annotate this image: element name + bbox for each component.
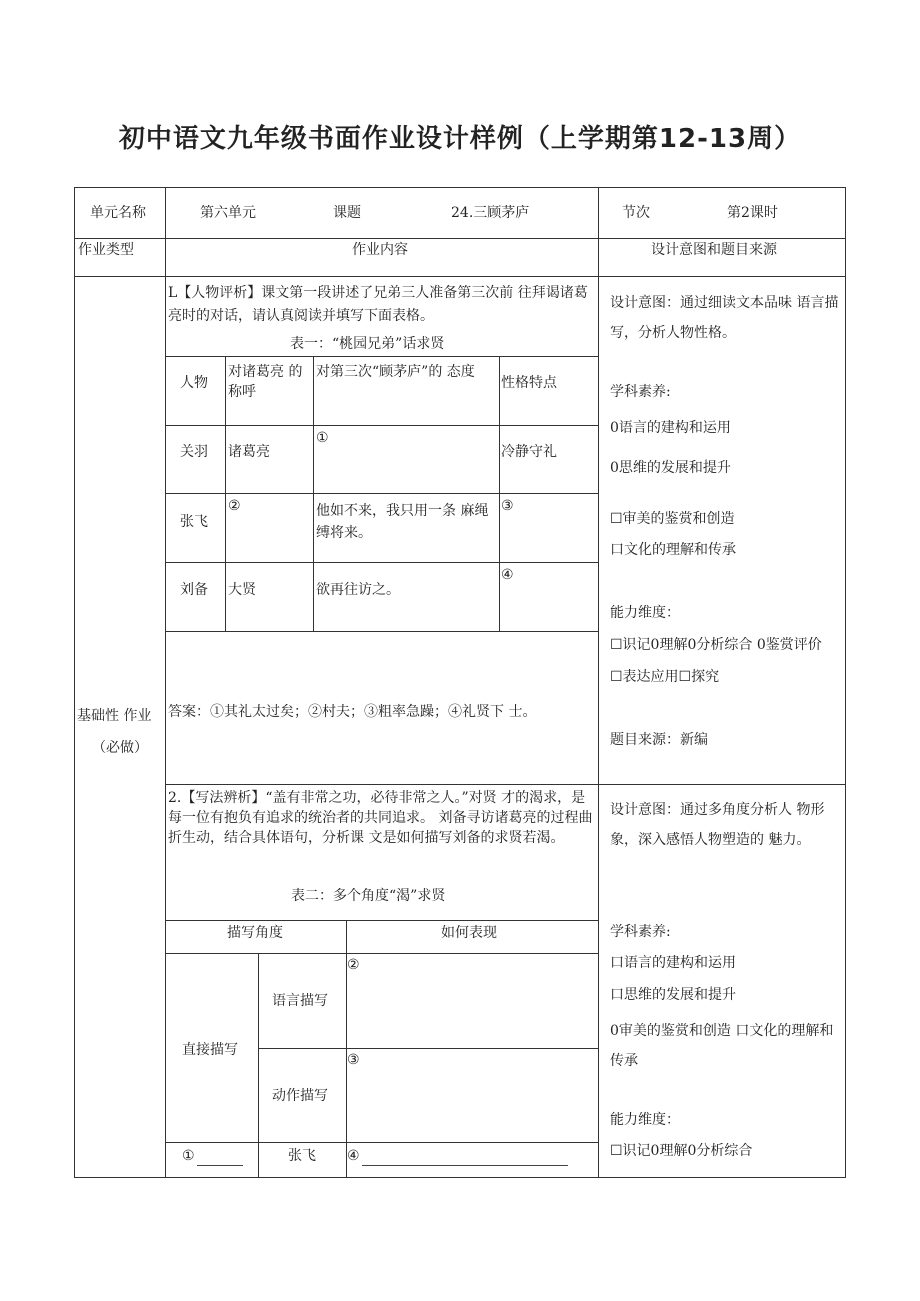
t2-group-direct: 直接描写	[182, 1042, 238, 1058]
category-note: （必做）	[92, 740, 148, 756]
lesson-value: 24.三顾茅庐	[451, 205, 530, 221]
answer-blank	[362, 1150, 568, 1166]
t1-header-trait: 性格特点	[501, 375, 557, 391]
design1-ability-2: ☐表达应用☐探究	[610, 669, 720, 685]
t1-header-address: 对诸葛亮 的称呼	[228, 364, 303, 400]
task2-prompt: 2.【写法辨析】“盖有非常之功，必待非常之人。”对贤 才的渴求，是每一位有抱负有追求的统治者的共同追求。 刘备寻访诸葛亮的过程曲折生动，结合具体语句，分析课 文是如何描写刘备的求贤若渴。	[168, 790, 593, 846]
t2-header-how: 如何表现	[441, 925, 497, 941]
task1-answer: 答案：①其礼太过矣；②村夫；③粗率急躁；④礼贤下 士。	[168, 704, 537, 720]
task2-table-title: 表二：多个角度“渴”求贤	[291, 888, 446, 904]
t1-row1-trait: 冷静守礼	[501, 444, 557, 460]
design1-ability-1: ☐识记0理解0分析综合 0鉴赏评价	[610, 637, 822, 653]
design2-ability-label: 能力维度：	[610, 1112, 680, 1128]
task1-table-title: 表一：“桃园兄弟”话求贤	[290, 336, 445, 352]
design1-literacy-2: 0思维的发展和提升	[610, 460, 731, 476]
design2-literacy-1: 口语言的建构和运用	[610, 955, 736, 971]
category-name: 基础性 作业	[77, 708, 152, 724]
t2-row2-how: ③	[347, 1052, 360, 1068]
t2-last-marker-4: ④	[347, 1148, 360, 1164]
t1-row2-attitude: 他如不来，我只用一条 麻绳缚将来。	[316, 503, 489, 541]
design2-literacy-3: 0审美的鉴赏和创造 口文化的理解和传承	[610, 1023, 834, 1069]
unit-label: 单元名称	[90, 205, 146, 221]
t2-last-marker-1: ①	[182, 1148, 195, 1164]
col-content-header: 作业内容	[352, 242, 408, 258]
t1-row1-person: 关羽	[180, 444, 208, 460]
design1-intent: 设计意图：通过细读文本品味 语言描写，分析人物性格。	[610, 295, 839, 341]
t2-header-angle: 描写角度	[227, 925, 283, 941]
t1-row2-address: ②	[228, 498, 241, 514]
design2-ability-1: ☐识记0理解0分析综合	[610, 1143, 753, 1159]
t1-row1-address: 诸葛亮	[228, 444, 270, 460]
t1-row3-person: 刘备	[180, 582, 208, 598]
t2-row2-angle: 动作描写	[272, 1088, 328, 1104]
t2-last-blank-4[interactable]	[347, 1146, 568, 1166]
t2-last-person: 张飞	[288, 1148, 316, 1164]
t2-row1-angle: 语言描写	[272, 993, 328, 1009]
t1-row3-trait: ④	[501, 567, 514, 583]
page-title: 初中语文九年级书面作业设计样例（上学期第12-13周）	[118, 124, 802, 154]
t1-row3-attitude: 欲再往访之。	[316, 582, 400, 598]
design1-literacy-1: 0语言的建构和运用	[610, 420, 731, 436]
session-label: 节次	[622, 205, 650, 221]
col-type-header: 作业类型	[78, 242, 134, 258]
design2-literacy-label: 学科素养:	[610, 924, 671, 940]
t1-header-attitude: 对第三次“顾茅庐”的 态度	[316, 364, 475, 380]
t1-row2-person: 张飞	[180, 514, 208, 530]
design1-ability-label: 能力维度：	[610, 605, 680, 621]
design2-intent: 设计意图：通过多角度分析人 物形象，深入感悟人物塑造的 魅力。	[610, 802, 825, 848]
col-design-header: 设计意图和题目来源	[651, 242, 777, 258]
design1-source: 题目来源：新编	[610, 732, 708, 748]
design1-literacy-label: 学科素养:	[610, 384, 671, 400]
task1-prompt: L【人物评析】课文第一段讲述了兄弟三人准备第三次前 往拜谒诸葛亮时的对话，请认真阅读并填写下面表格。	[168, 285, 588, 324]
answer-blank	[197, 1150, 243, 1166]
design2-literacy-2: 口思维的发展和提升	[610, 987, 736, 1003]
t1-row2-trait: ③	[501, 498, 514, 514]
session-value: 第2课时	[727, 205, 778, 221]
lesson-label: 课题	[333, 205, 361, 221]
t1-header-person: 人物	[180, 375, 208, 391]
t1-row3-address: 大贤	[228, 582, 256, 598]
t2-row1-how: ②	[347, 957, 360, 973]
t1-row1-attitude: ①	[316, 430, 329, 446]
design1-literacy-4: 口文化的理解和传承	[610, 542, 736, 558]
design1-literacy-3: ☐审美的鉴赏和创造	[610, 511, 735, 527]
t2-last-blank-1[interactable]	[182, 1146, 243, 1166]
unit-value: 第六单元	[200, 205, 256, 221]
